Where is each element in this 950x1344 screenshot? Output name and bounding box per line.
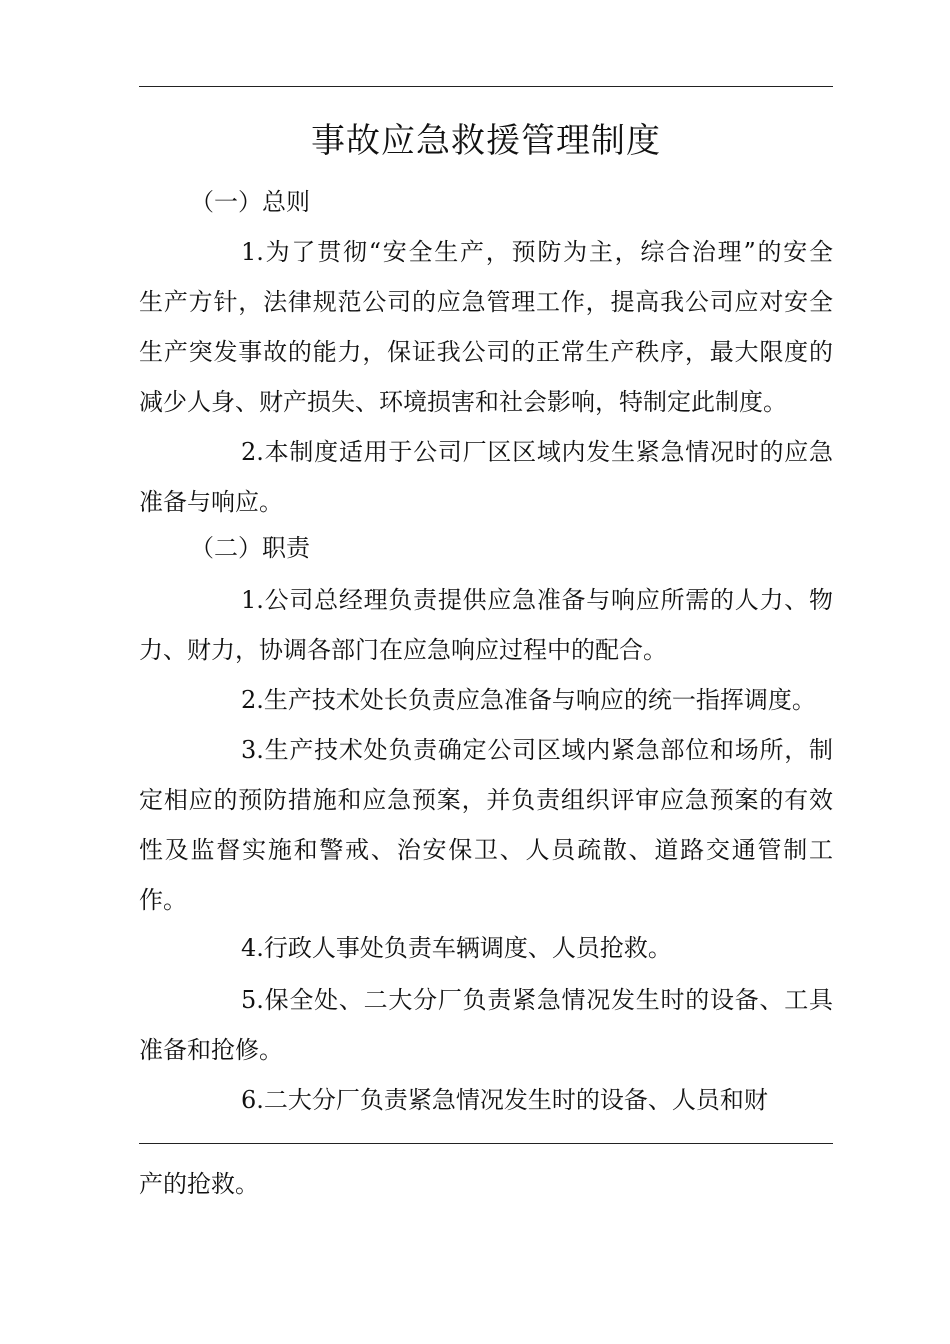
paragraph-line: 力、财力，协调各部门在应急响应过程中的配合。 bbox=[139, 636, 667, 664]
paragraph-line: 2.生产技术处长负责应急准备与响应的统一指挥调度。 bbox=[241, 686, 816, 714]
paragraph-line: 作。 bbox=[139, 886, 187, 914]
paragraph-line: 生产突发事故的能力，保证我公司的正常生产秩序，最大限度的 bbox=[139, 338, 833, 366]
section-heading-duties: （二）职责 bbox=[190, 534, 310, 562]
document-title: 事故应急救援管理制度 bbox=[311, 121, 661, 161]
footer-rule bbox=[139, 1143, 833, 1144]
paragraph-line: 6.二大分厂负责紧急情况发生时的设备、人员和财 bbox=[241, 1086, 768, 1114]
paragraph-line: 2.本制度适用于公司厂区区域内发生紧急情况时的应急 bbox=[241, 438, 833, 466]
paragraph-line: 产的抢救。 bbox=[139, 1170, 259, 1198]
paragraph-line: 3.生产技术处负责确定公司区域内紧急部位和场所，制 bbox=[241, 736, 833, 764]
paragraph-line: 准备和抢修。 bbox=[139, 1036, 283, 1064]
paragraph-line: 1.为了贯彻“安全生产，预防为主，综合治理”的安全 bbox=[241, 238, 833, 266]
paragraph-line: 减少人身、财产损失、环境损害和社会影响，特制定此制度。 bbox=[139, 388, 787, 416]
paragraph-line: 性及监督实施和警戒、治安保卫、人员疏散、道路交通管制工 bbox=[139, 836, 833, 864]
paragraph-line: 4.行政人事处负责车辆调度、人员抢救。 bbox=[241, 934, 672, 962]
header-rule bbox=[139, 86, 833, 87]
paragraph-line: 1.公司总经理负责提供应急准备与响应所需的人力、物 bbox=[241, 586, 833, 614]
paragraph-line: 准备与响应。 bbox=[139, 488, 283, 516]
paragraph-line: 定相应的预防措施和应急预案，并负责组织评审应急预案的有效 bbox=[139, 786, 833, 814]
section-heading-general: （一）总则 bbox=[190, 188, 310, 216]
paragraph-line: 生产方针，法律规范公司的应急管理工作，提高我公司应对安全 bbox=[139, 288, 833, 316]
paragraph-line: 5.保全处、二大分厂负责紧急情况发生时的设备、工具 bbox=[241, 986, 833, 1014]
